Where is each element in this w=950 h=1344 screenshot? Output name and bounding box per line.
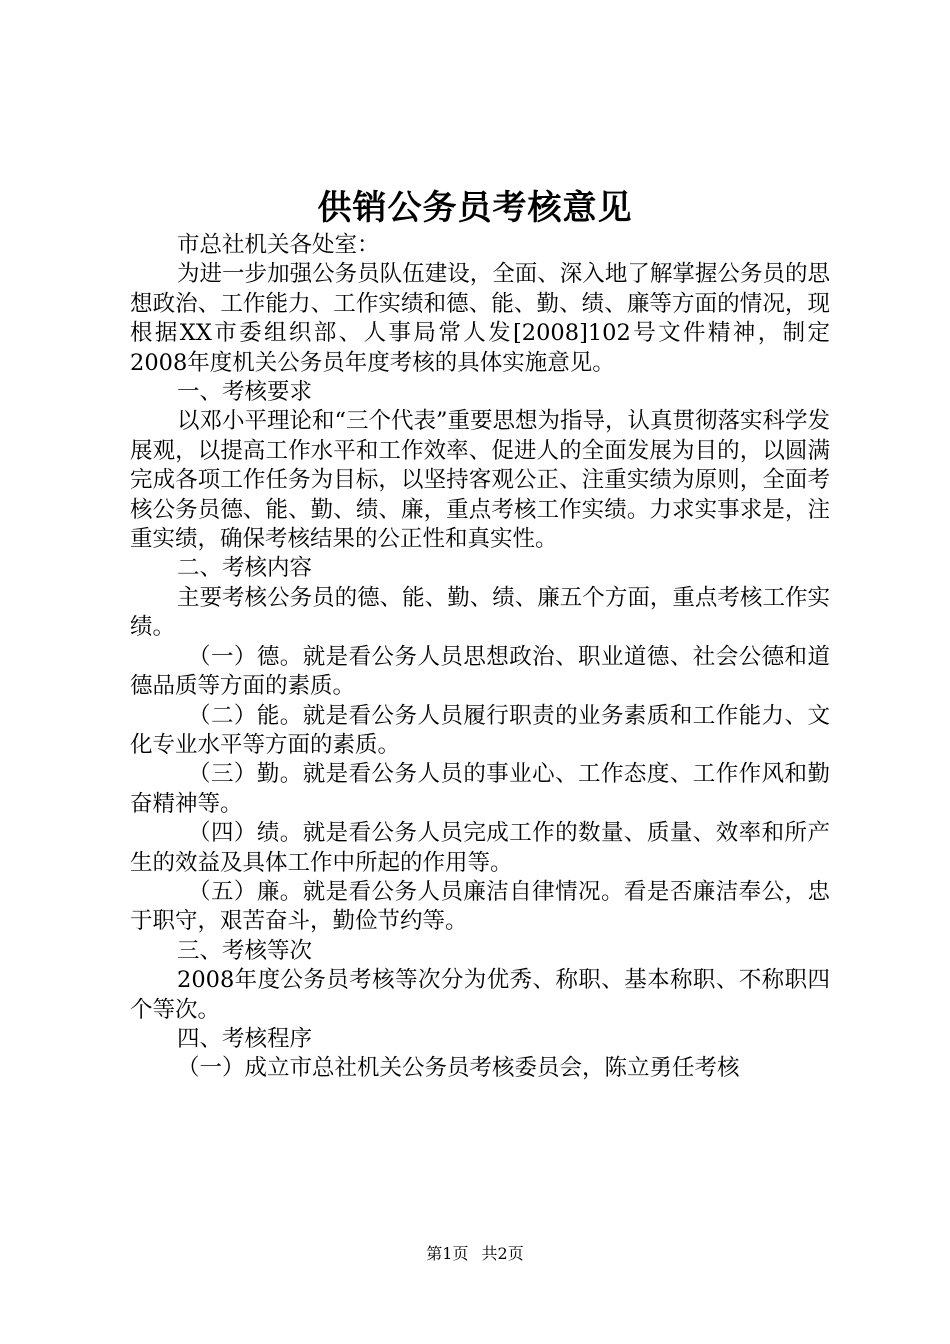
grades-paragraph: 2008年度公务员考核等次分为优秀、称职、基本称职、不称职四个等次。 xyxy=(130,967,830,1023)
procedure-item-1: （一）成立市总社机关公务员考核委员会，陈立勇任考核 xyxy=(177,1055,740,1082)
section-heading-content: 二、考核内容 xyxy=(177,555,313,582)
page-total: 共2页 xyxy=(481,1244,524,1263)
document-title: 供销公务员考核意见 xyxy=(317,188,633,228)
section-heading-procedure: 四、考核程序 xyxy=(177,1025,313,1052)
content-paragraph: 主要考核公务员的德、能、勤、绩、廉五个方面，重点考核工作实绩。 xyxy=(130,584,830,641)
page-footer xyxy=(0,1244,950,1264)
content-item-de: （一）德。就是看公务人员思想政治、职业道德、社会公德和道德品质等方面的素质。 xyxy=(130,643,830,700)
requirements-paragraph: 以邓小平理论和“三个代表”重要思想为指导，认真贯彻落实科学发展观，以提高工作水平和工作效率、促进人的全面发展为目的，以圆满完成各项工作任务为目标，以坚持客观公正、注重实绩为原则，全面考核公务员德、能、勤、绩、廉，重点考核工作实绩。力求实事求是，注重实绩，确保考核结果的公正性和真实性。 xyxy=(130,408,831,553)
content-item-qin: （三）勤。就是看公务人员的事业心、工作态度、工作作风和勤奋精神等。 xyxy=(130,761,830,817)
section-heading-grades: 三、考核等次 xyxy=(177,937,313,964)
page-number: 第1页 xyxy=(426,1244,469,1263)
content-item-neng: （二）能。就是看公务人员履行职责的业务素质和工作能力、文化专业水平等方面的素质。 xyxy=(130,702,830,758)
content-item-lian: （五）廉。就是看公务人员廉洁自律情况。看是否廉洁奉公，忠于职守，艰苦奋斗，勤俭节约等。 xyxy=(130,878,830,935)
content-item-ji: （四）绩。就是看公务人员完成工作的数量、质量、效率和所产生的效益及具体工作中所起的作用等。 xyxy=(130,820,830,876)
intro-paragraph: 为进一步加强公务员队伍建设，全面、深入地了解掌握公务员的思想政治、工作能力、工作实绩和德、能、勤、绩、廉等方面的情况，现根据XX市委组织部、人事局常人发[2008]102号文件精神，制定2008年度机关公务员年度考核的具体实施意见。 xyxy=(130,261,830,376)
document-body xyxy=(130,231,830,1084)
section-heading-requirements: 一、考核要求 xyxy=(177,379,313,406)
salutation: 市总社机关各处室： xyxy=(177,232,380,258)
